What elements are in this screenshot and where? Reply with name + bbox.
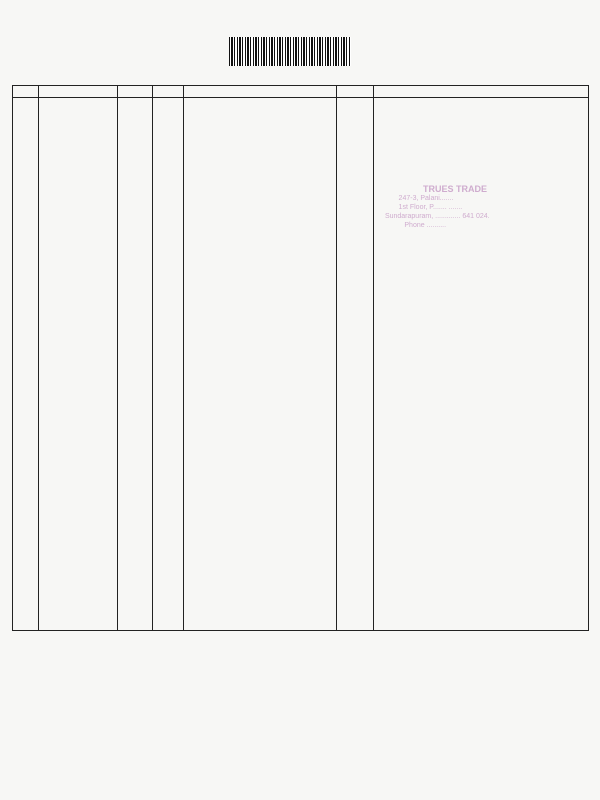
barcode — [229, 37, 351, 66]
table-header — [13, 86, 588, 98]
runsheet-table — [12, 85, 589, 631]
company-seal-stamp: TRUES TRADE 247-3, Palani....... 1st Floor, P....... ....... Sundarapuram, ............. 641 024. Phone .......... — [383, 184, 490, 229]
